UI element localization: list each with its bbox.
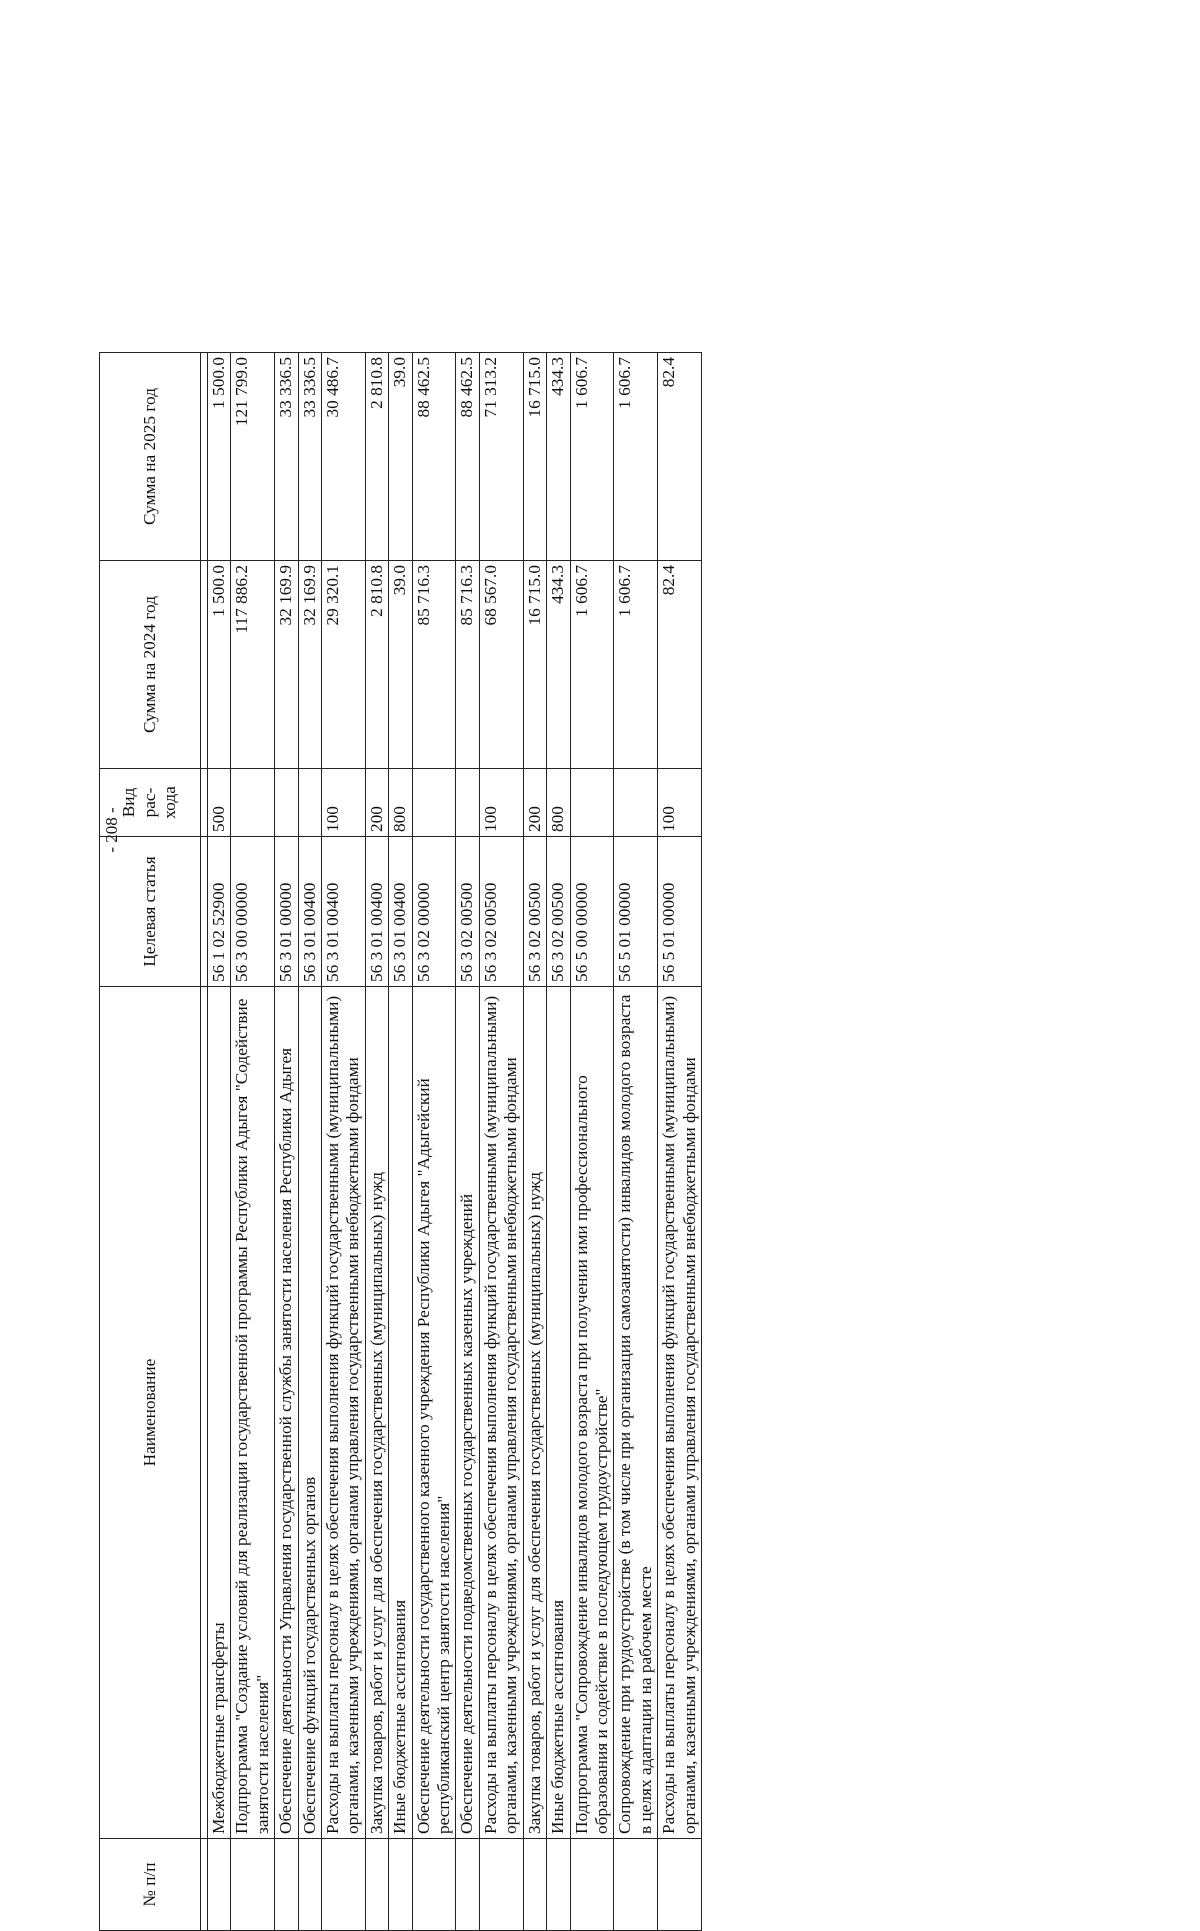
cell-article: 56 3 01 00400 xyxy=(298,837,321,987)
cell-name: Закупка товаров, работ и услуг для обеспечения государственных (муниципальных) нужд xyxy=(365,987,388,1839)
cell-article: 56 3 02 00500 xyxy=(479,837,523,987)
table-row xyxy=(322,353,366,1931)
cell-sum-2024: 39.0 xyxy=(389,561,412,769)
table-row xyxy=(456,353,479,1931)
cell-name: Подпрограмма "Создание условий для реализации государственной программы Республики Адыгея "Содействие занятости населения" xyxy=(231,987,275,1839)
cell-kind xyxy=(298,769,321,837)
cell-article: 56 3 01 00400 xyxy=(322,837,366,987)
cell-kind xyxy=(231,769,275,837)
cell-kind: 800 xyxy=(389,769,412,837)
budget-table-sheet xyxy=(99,353,1103,1931)
cell-sum-2024: 434.3 xyxy=(547,561,570,769)
cell-kind xyxy=(275,769,298,837)
header-no: № п/п xyxy=(100,1839,201,1931)
cell-sum-2024: 2 810.8 xyxy=(365,561,388,769)
cell-sum-2024: 1 500.0 xyxy=(208,561,231,769)
table-row xyxy=(523,353,546,1931)
cell-name: Расходы на выплаты персоналу в целях обеспечения выполнения функций государственными (муниципальными) органами, казенными учреждениями, органами управления государственными внебюджетными фондами xyxy=(658,987,702,1839)
cell-name: Обеспечение деятельности подведомственных государственных казенных учреждений xyxy=(456,987,479,1839)
cell-article: 56 3 02 00000 xyxy=(412,837,456,987)
cell-sum-2025: 121 799.0 xyxy=(231,353,275,561)
cell-sum-2025: 434.3 xyxy=(547,353,570,561)
cell-kind: 100 xyxy=(658,769,702,837)
cell-no xyxy=(275,1839,298,1931)
cell-kind: 800 xyxy=(547,769,570,837)
budget-table xyxy=(99,352,702,1931)
cell-sum-2025: 39.0 xyxy=(389,353,412,561)
header-sum-2025: Сумма на 2025 год xyxy=(100,353,201,561)
cell-article: 56 1 02 52900 xyxy=(208,837,231,987)
cell-sum-2024: 32 169.9 xyxy=(275,561,298,769)
cell-sum-2025: 16 715.0 xyxy=(523,353,546,561)
cell-name: Расходы на выплаты персоналу в целях обеспечения выполнения функций государственными (муниципальными) органами, казенными учреждениями, органами управления государственными внебюджетными фондами xyxy=(479,987,523,1839)
cell-sum-2025: 1 500.0 xyxy=(208,353,231,561)
cell-article: 56 5 01 00000 xyxy=(658,837,702,987)
cell-article: 56 3 01 00400 xyxy=(365,837,388,987)
table-row xyxy=(547,353,570,1931)
cell-sum-2024: 85 716.3 xyxy=(456,561,479,769)
cell-name: Закупка товаров, работ и услуг для обеспечения государственных (муниципальных) нужд xyxy=(523,987,546,1839)
table-row xyxy=(231,353,275,1931)
cell-sum-2025: 2 810.8 xyxy=(365,353,388,561)
cell-kind: 200 xyxy=(523,769,546,837)
cell-kind: 100 xyxy=(479,769,523,837)
cell-sum-2025: 88 462.5 xyxy=(412,353,456,561)
table-row xyxy=(389,353,412,1931)
cell-name: Межбюджетные трансферты xyxy=(208,987,231,1839)
cell-name: Обеспечение деятельности Управления государственной службы занятости населения Республики Адыгея xyxy=(275,987,298,1839)
cell-no xyxy=(389,1839,412,1931)
header-kind: Вид рас- хода xyxy=(100,769,201,837)
cell-kind xyxy=(456,769,479,837)
cell-no xyxy=(614,1839,658,1931)
cell-sum-2024: 32 169.9 xyxy=(298,561,321,769)
cell-sum-2024: 1 606.7 xyxy=(614,561,658,769)
table-row xyxy=(570,353,614,1931)
cell-no xyxy=(412,1839,456,1931)
cell-name: Обеспечение деятельности государственного казенного учреждения Республики Адыгея "Адыгейский республиканский центр занятости населения" xyxy=(412,987,456,1839)
cell-no xyxy=(322,1839,366,1931)
table-row xyxy=(365,353,388,1931)
cell-sum-2025: 71 313.2 xyxy=(479,353,523,561)
cell-article: 56 5 00 00000 xyxy=(570,837,614,987)
cell-name: Подпрограмма "Сопровождение инвалидов молодого возраста при получении ими профессионального образования и содействие в последующем трудоустройстве" xyxy=(570,987,614,1839)
header-article: Целевая статья xyxy=(100,837,201,987)
table-header-row xyxy=(100,353,201,1931)
cell-sum-2024: 85 716.3 xyxy=(412,561,456,769)
table-row xyxy=(298,353,321,1931)
cell-sum-2025: 88 462.5 xyxy=(456,353,479,561)
table-row xyxy=(614,353,658,1931)
cell-no xyxy=(658,1839,702,1931)
cell-article: 56 3 02 00500 xyxy=(456,837,479,987)
cell-sum-2024: 29 320.1 xyxy=(322,561,366,769)
cell-kind: 200 xyxy=(365,769,388,837)
cell-sum-2024: 1 606.7 xyxy=(570,561,614,769)
cell-article: 56 3 01 00000 xyxy=(275,837,298,987)
table-row xyxy=(658,353,702,1931)
cell-article: 56 3 01 00400 xyxy=(389,837,412,987)
cell-kind xyxy=(614,769,658,837)
cell-name: Обеспечение функций государственных органов xyxy=(298,987,321,1839)
table-body xyxy=(208,353,702,1931)
cell-sum-2024: 68 567.0 xyxy=(479,561,523,769)
cell-name: Сопровождение при трудоустройстве (в том числе при организации самозанятости) инвалидов молодого возраста в целях адаптации на рабочем месте xyxy=(614,987,658,1839)
header-sum-2024: Сумма на 2024 год xyxy=(100,561,201,769)
cell-article: 56 5 01 00000 xyxy=(614,837,658,987)
cell-no xyxy=(365,1839,388,1931)
header-spacer-row xyxy=(201,353,208,1931)
cell-article: 56 3 02 00500 xyxy=(547,837,570,987)
cell-sum-2025: 33 336.5 xyxy=(298,353,321,561)
cell-sum-2024: 16 715.0 xyxy=(523,561,546,769)
cell-no xyxy=(231,1839,275,1931)
table-row xyxy=(208,353,231,1931)
table-row xyxy=(275,353,298,1931)
cell-sum-2025: 1 606.7 xyxy=(614,353,658,561)
cell-no xyxy=(208,1839,231,1931)
cell-sum-2025: 30 486.7 xyxy=(322,353,366,561)
cell-sum-2025: 33 336.5 xyxy=(275,353,298,561)
cell-name: Расходы на выплаты персоналу в целях обеспечения выполнения функций государственными (муниципальными) органами, казенными учреждениями, органами управления государственными внебюджетными фондами xyxy=(322,987,366,1839)
cell-article: 56 3 00 00000 xyxy=(231,837,275,987)
cell-no xyxy=(523,1839,546,1931)
cell-name: Иные бюджетные ассигнования xyxy=(547,987,570,1839)
cell-sum-2024: 82.4 xyxy=(658,561,702,769)
cell-no xyxy=(479,1839,523,1931)
cell-kind: 500 xyxy=(208,769,231,837)
cell-no xyxy=(298,1839,321,1931)
cell-no xyxy=(456,1839,479,1931)
cell-kind: 100 xyxy=(322,769,366,837)
cell-sum-2025: 82.4 xyxy=(658,353,702,561)
table-row xyxy=(479,353,523,1931)
cell-article: 56 3 02 00500 xyxy=(523,837,546,987)
cell-no xyxy=(547,1839,570,1931)
table-row xyxy=(412,353,456,1931)
cell-sum-2024: 117 886.2 xyxy=(231,561,275,769)
cell-kind xyxy=(570,769,614,837)
cell-sum-2025: 1 606.7 xyxy=(570,353,614,561)
header-name: Наименование xyxy=(100,987,201,1839)
cell-no xyxy=(570,1839,614,1931)
page-number: - 208 - xyxy=(102,807,121,853)
cell-name: Иные бюджетные ассигнования xyxy=(389,987,412,1839)
cell-kind xyxy=(412,769,456,837)
